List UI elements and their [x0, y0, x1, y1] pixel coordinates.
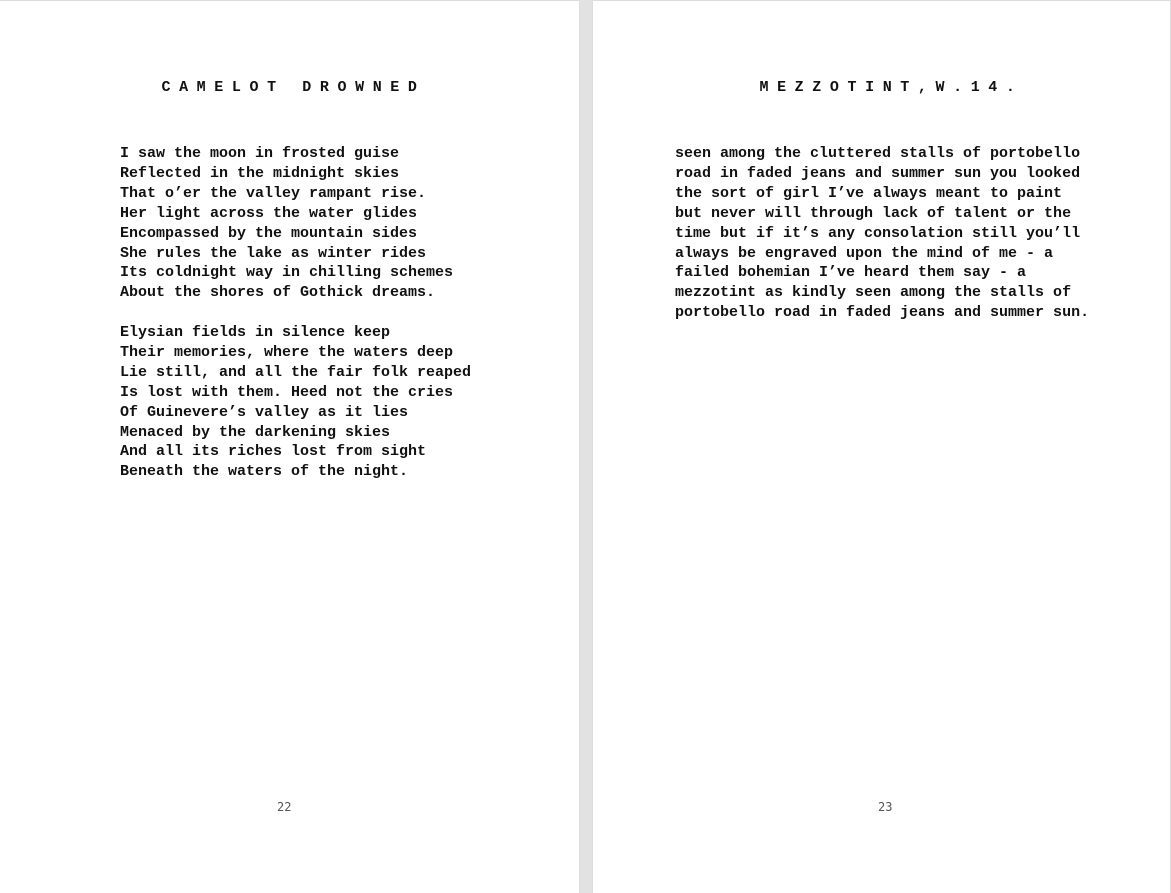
poem-body: seen among the cluttered stalls of portobello road in faded jeans and summer sun you looked the sort of girl I’ve always meant to paint but never will through lack of talent or the time but if it’s any consolation still you’ll always be engraved upon the mind of me - a failed bohemian I’ve heard them say - a mezzotint as kindly seen among the stalls of portobello road in faded jeans and summer sun.	[675, 145, 1090, 322]
poem-stanza-2: Elysian fields in silence keep Their memories, where the waters deep Lie still, and all the fair folk reaped Is lost with them. Heed not the cries Of Guinevere’s valley as it lies Menaced by the darkening skies And all its riches lost from sight Beneath the waters of the night.	[120, 324, 472, 481]
poem-stanza-1: I saw the moon in frosted guise Reflected in the midnight skies That o’er the valley rampant rise. Her light across the water glides Encompassed by the mountain sides She rules the lake as winter rides Its coldnight way in chilling schemes About the shores of Gothick dreams.	[120, 145, 454, 302]
poem-title: MEZZOTINT,W.14.	[759, 79, 1024, 96]
page-number-right: 23	[878, 800, 893, 814]
right-page	[593, 1, 1170, 893]
left-page	[0, 1, 579, 893]
poem-title: CAMELOT DROWNED	[161, 79, 426, 96]
page-number-left: 22	[277, 800, 292, 814]
